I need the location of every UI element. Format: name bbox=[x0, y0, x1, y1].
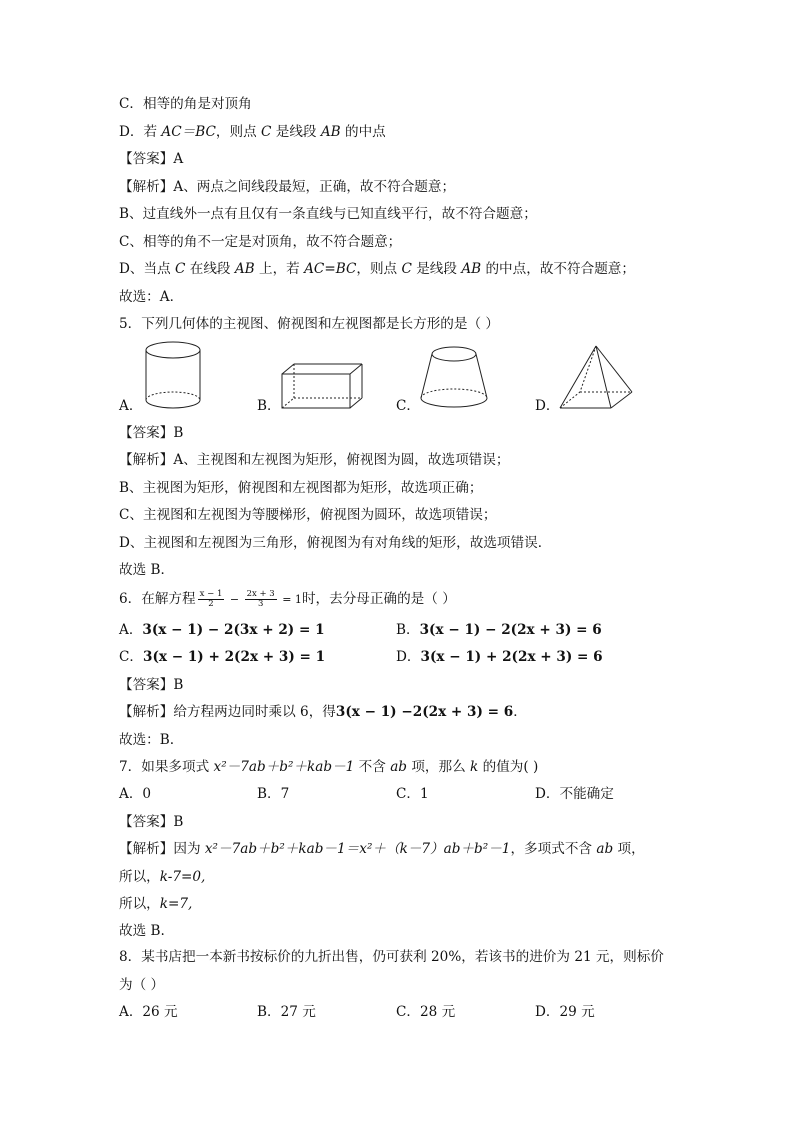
q7-option-d: D．不能确定 bbox=[535, 786, 614, 802]
q5-label-a: A． bbox=[119, 398, 143, 414]
q4-explanation-2: B、过直线外一点有且仅有一条直线与已知直线平行，故不符合题意； bbox=[119, 206, 537, 222]
q6-option-d: D．3(x − 1) + 2(2x + 3) = 6 bbox=[396, 649, 603, 665]
q5-stem: 5．下列几何体的主视图、俯视图和左视图都是长方形的是（ ） bbox=[119, 316, 499, 332]
q6-option-b: B．3(x − 1) − 2(2x + 3) = 6 bbox=[396, 622, 602, 638]
q8-option-b: B．27 元 bbox=[257, 1004, 316, 1020]
q5-label-b: B． bbox=[257, 398, 281, 414]
cuboid-figure bbox=[280, 362, 364, 412]
q6-explanation: 【解析】给方程两边同时乘以 6，得3(x − 1) −2(2x + 3) = 6． bbox=[119, 704, 527, 720]
q8-option-a: A．26 元 bbox=[119, 1004, 178, 1020]
pyramid-figure bbox=[558, 344, 634, 412]
q5-explanation-1: 【解析】A、主视图和左视图为矩形，俯视图为圆，故选项错误； bbox=[119, 452, 510, 468]
frustum-figure bbox=[418, 344, 490, 412]
q7-choose: 故选 B. bbox=[119, 923, 165, 939]
q4-answer: 【答案】A bbox=[119, 151, 184, 167]
q6-choose: 故选：B. bbox=[119, 732, 175, 748]
q7-explanation-3: 所以，k=7, bbox=[119, 896, 193, 912]
q5-explanation-3: C、主视图和左视图为等腰梯形，俯视图为圆环，故选项错误； bbox=[119, 507, 497, 523]
q4-explanation-1: 【解析】A、两点之间线段最短，正确，故不符合题意； bbox=[119, 179, 456, 195]
q6-option-c: C．3(x − 1) + 2(2x + 3) = 1 bbox=[119, 649, 326, 665]
q6-stem: 6．在解方程 $\frac{x - 1}{2}$ − $\frac{2x + 3}{3}$ = 1时，去分母正确的是（ ） bbox=[119, 589, 456, 609]
q4-explanation-4: D、当点 C 在线段 AB 上，若 AC=BC，则点 C 是线段 AB 的中点，故不符合题意； bbox=[119, 261, 635, 277]
q4-explanation-3: C、相等的角不一定是对顶角，故不符合题意； bbox=[119, 234, 402, 250]
q6-option-a: A．3(x − 1) − 2(3x + 2) = 1 bbox=[119, 622, 325, 638]
q5-explanation-2: B、主视图为矩形，俯视图和左视图都为矩形，故选项正确； bbox=[119, 480, 483, 496]
q5-answer: 【答案】B bbox=[119, 425, 184, 441]
q7-answer: 【答案】B bbox=[119, 814, 184, 830]
q7-option-c: C．1 bbox=[396, 786, 429, 802]
q4-option-c: C．相等的角是对顶角 bbox=[119, 96, 252, 112]
cylinder-figure bbox=[142, 340, 206, 412]
q7-stem: 7．如果多项式 x²－7ab＋b²＋kab－1 不含 ab 项，那么 k 的值为( ) bbox=[119, 759, 539, 775]
q5-choose: 故选 B． bbox=[119, 562, 175, 578]
q8-option-c: C．28 元 bbox=[396, 1004, 456, 1020]
q8-option-d: D．29 元 bbox=[535, 1004, 595, 1020]
q7-option-b: B．7 bbox=[257, 786, 290, 802]
q6-answer: 【答案】B bbox=[119, 677, 184, 693]
q8-stem-line1: 8．某书店把一本新书按标价的九折出售，仍可获利 20%，若该书的进价为 21 元，则标价 bbox=[119, 949, 664, 965]
q7-explanation-1: 【解析】因为 x²－7ab＋b²＋kab－1＝x²＋（k－7）ab＋b²－1，多项式不含 ab 项， bbox=[119, 841, 645, 857]
q5-explanation-4: D、主视图和左视图为三角形，俯视图为有对角线的矩形，故选项错误． bbox=[119, 535, 552, 551]
q4-option-d: D．若 AC＝BC，则点 C 是线段 AB 的中点 bbox=[119, 124, 386, 140]
q7-option-a: A．0 bbox=[119, 786, 152, 802]
q5-label-d: D． bbox=[535, 398, 560, 414]
q5-label-c: C． bbox=[396, 398, 420, 414]
q8-stem-line2: 为（ ） bbox=[119, 977, 165, 993]
q4-choose: 故选：A． bbox=[119, 289, 184, 305]
q7-explanation-2: 所以，k-7=0, bbox=[119, 869, 206, 885]
